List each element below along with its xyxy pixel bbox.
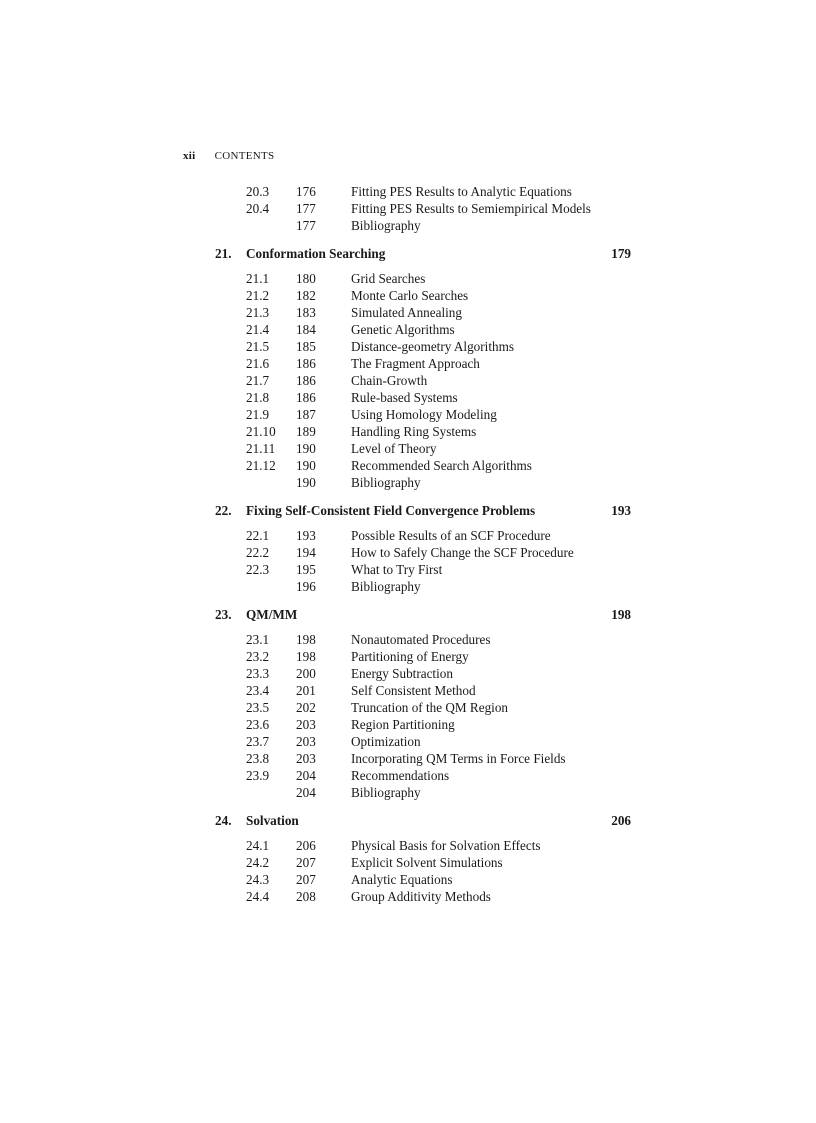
section-page: 203	[296, 751, 316, 766]
section-number: 21.1	[246, 271, 270, 286]
toc-section-entry	[215, 682, 635, 699]
section-line	[283, 648, 469, 665]
section-number: 21.8	[246, 390, 270, 405]
section-page: 207	[296, 855, 316, 870]
toc-section-entry	[215, 699, 635, 716]
section-number: 23.9	[246, 768, 270, 783]
section-number: 23.4	[246, 683, 270, 698]
section-line	[283, 183, 572, 200]
section-line	[283, 888, 491, 905]
section-line	[283, 200, 591, 217]
section-number: 24.4	[246, 889, 270, 904]
section-line	[283, 733, 421, 750]
section-page: 207	[296, 872, 316, 887]
section-page: 182	[296, 288, 316, 303]
chapter-number: 22.	[215, 503, 232, 518]
section-number: 21.7	[246, 373, 270, 388]
section-title: Handling Ring Systems	[351, 424, 477, 439]
section-number: 22.2	[246, 545, 270, 560]
toc-section-entry	[215, 871, 635, 888]
section-line	[283, 561, 443, 578]
toc-section-entry	[215, 767, 635, 784]
toc-section-entry	[215, 457, 635, 474]
section-line	[283, 423, 477, 440]
toc-section-entry	[215, 544, 635, 561]
chapter-title: Fixing Self-Consistent Field Convergence Problems	[246, 503, 536, 518]
section-page: 190	[296, 475, 316, 490]
section-page: 198	[296, 632, 316, 647]
chapter-page: 198	[611, 607, 631, 622]
section-page: 176	[296, 184, 316, 199]
section-page: 208	[296, 889, 316, 904]
section-line	[283, 871, 453, 888]
section-title: Bibliography	[351, 475, 421, 490]
section-page: 190	[296, 458, 316, 473]
section-page: 203	[296, 717, 316, 732]
section-title: Bibliography	[351, 579, 421, 594]
section-page: 194	[296, 545, 316, 560]
section-title: Partitioning of Energy	[351, 649, 469, 664]
toc-section-entry	[215, 750, 635, 767]
section-page: 177	[296, 201, 316, 216]
section-number: 20.3	[246, 184, 270, 199]
section-line	[283, 784, 421, 801]
section-line	[283, 304, 462, 321]
section-title: Energy Subtraction	[351, 666, 453, 681]
section-page: 184	[296, 322, 316, 337]
section-page: 190	[296, 441, 316, 456]
section-number: 23.2	[246, 649, 270, 664]
section-line	[283, 767, 450, 784]
toc-section-entry	[215, 423, 635, 440]
table-of-contents	[215, 183, 635, 911]
chapter-number: 21.	[215, 246, 232, 261]
section-title: Possible Results of an SCF Procedure	[351, 528, 551, 543]
section-page: 186	[296, 356, 316, 371]
section-title: Optimization	[351, 734, 421, 749]
chapter-page: 193	[611, 503, 631, 518]
toc-section-entry	[215, 183, 635, 200]
chapter-page: 206	[611, 813, 631, 828]
section-number: 23.5	[246, 700, 270, 715]
section-number: 21.5	[246, 339, 270, 354]
section-line	[283, 389, 458, 406]
section-number: 21.10	[246, 424, 276, 439]
section-page: 186	[296, 390, 316, 405]
section-page: 177	[296, 218, 316, 233]
section-title: Genetic Algorithms	[351, 322, 455, 337]
section-line	[283, 217, 421, 234]
section-line	[283, 372, 428, 389]
section-title: How to Safely Change the SCF Procedure	[351, 545, 574, 560]
toc-section-entry	[215, 200, 635, 217]
section-title: Recommendations	[351, 768, 450, 783]
section-page: 183	[296, 305, 316, 320]
section-title: What to Try First	[351, 562, 443, 577]
section-line	[283, 837, 541, 854]
chapter-title: QM/MM	[246, 607, 298, 622]
section-title: Simulated Annealing	[351, 305, 462, 320]
section-line	[283, 287, 469, 304]
section-number: 22.3	[246, 562, 270, 577]
section-line	[283, 665, 453, 682]
section-page: 196	[296, 579, 316, 594]
toc-section-entry	[215, 648, 635, 665]
section-page: 193	[296, 528, 316, 543]
section-page: 202	[296, 700, 316, 715]
section-line	[283, 474, 421, 491]
section-number: 23.8	[246, 751, 270, 766]
toc-section-entry	[215, 270, 635, 287]
section-title: Level of Theory	[351, 441, 437, 456]
section-title: Incorporating QM Terms in Force Fields	[351, 751, 566, 766]
section-title: Chain-Growth	[351, 373, 428, 388]
toc-section-entry	[215, 338, 635, 355]
section-line	[283, 682, 476, 699]
toc-section-entry	[215, 716, 635, 733]
section-title: Self Consistent Method	[351, 683, 476, 698]
section-number: 22.1	[246, 528, 270, 543]
section-title: Nonautomated Procedures	[351, 632, 491, 647]
chapter-number: 24.	[215, 813, 232, 828]
toc-section-entry	[215, 287, 635, 304]
section-number: 21.2	[246, 288, 270, 303]
running-header	[183, 150, 274, 162]
section-number: 21.3	[246, 305, 270, 320]
section-line	[283, 578, 421, 595]
section-number: 24.3	[246, 872, 270, 887]
toc-section-entry	[215, 527, 635, 544]
section-page: 180	[296, 271, 316, 286]
section-line	[283, 750, 566, 767]
toc-section-entry	[215, 321, 635, 338]
section-page: 195	[296, 562, 316, 577]
section-title: Physical Basis for Solvation Effects	[351, 838, 541, 853]
section-page: 201	[296, 683, 316, 698]
section-line	[283, 270, 426, 287]
toc-section-entry	[215, 406, 635, 423]
section-page: 185	[296, 339, 316, 354]
section-number: 24.1	[246, 838, 270, 853]
section-title: Bibliography	[351, 218, 421, 233]
section-title: Truncation of the QM Region	[351, 700, 509, 715]
section-page: 187	[296, 407, 316, 422]
toc-section-entry	[215, 561, 635, 578]
toc-section-entry	[215, 631, 635, 648]
section-title: Distance-geometry Algorithms	[351, 339, 514, 354]
section-line	[283, 527, 551, 544]
section-number: 21.9	[246, 407, 270, 422]
section-title: The Fragment Approach	[351, 356, 480, 371]
section-line	[283, 631, 491, 648]
section-page: 186	[296, 373, 316, 388]
chapter-heading	[215, 501, 635, 521]
toc-section-entry	[215, 784, 635, 801]
toc-section-entry	[215, 837, 635, 854]
chapter-page: 179	[611, 246, 631, 261]
section-page: 206	[296, 838, 316, 853]
section-page: 204	[296, 785, 316, 800]
section-page: 198	[296, 649, 316, 664]
chapter-heading	[215, 244, 635, 264]
section-line	[283, 338, 514, 355]
section-page: 189	[296, 424, 316, 439]
running-title: CONTENTS	[214, 150, 275, 162]
section-line	[283, 716, 455, 733]
toc-section-entry	[215, 888, 635, 905]
toc-section-entry	[215, 355, 635, 372]
section-page: 204	[296, 768, 316, 783]
chapter-title: Conformation Searching	[246, 246, 386, 261]
section-number: 20.4	[246, 201, 270, 216]
section-title: Recommended Search Algorithms	[351, 458, 532, 473]
toc-section-entry	[215, 733, 635, 750]
section-page: 200	[296, 666, 316, 681]
page-number: xii	[183, 150, 196, 162]
toc-section-entry	[215, 440, 635, 457]
section-title: Analytic Equations	[351, 872, 453, 887]
section-line	[283, 457, 532, 474]
section-number: 23.6	[246, 717, 270, 732]
section-title: Using Homology Modeling	[351, 407, 497, 422]
section-number: 23.1	[246, 632, 270, 647]
section-number: 21.12	[246, 458, 276, 473]
toc-section-entry	[215, 304, 635, 321]
section-line	[283, 699, 509, 716]
section-title: Group Additivity Methods	[351, 889, 491, 904]
section-page: 203	[296, 734, 316, 749]
section-number: 23.7	[246, 734, 270, 749]
chapter-title: Solvation	[246, 813, 299, 828]
section-line	[283, 321, 455, 338]
chapter-number: 23.	[215, 607, 232, 622]
section-line	[283, 355, 480, 372]
section-line	[283, 406, 497, 423]
section-line	[283, 544, 574, 561]
section-title: Rule-based Systems	[351, 390, 458, 405]
section-number: 21.6	[246, 356, 270, 371]
section-title: Bibliography	[351, 785, 421, 800]
section-number: 21.4	[246, 322, 270, 337]
toc-section-entry	[215, 372, 635, 389]
section-title: Monte Carlo Searches	[351, 288, 469, 303]
chapter-heading	[215, 811, 635, 831]
section-title: Grid Searches	[351, 271, 426, 286]
section-number: 21.11	[246, 441, 276, 456]
section-title: Explicit Solvent Simulations	[351, 855, 503, 870]
toc-section-entry	[215, 389, 635, 406]
section-title: Fitting PES Results to Semiempirical Models	[351, 201, 591, 216]
section-line	[283, 440, 437, 457]
section-title: Fitting PES Results to Analytic Equations	[351, 184, 572, 199]
toc-section-entry	[215, 665, 635, 682]
toc-section-entry	[215, 217, 635, 234]
section-number: 24.2	[246, 855, 270, 870]
section-line	[283, 854, 503, 871]
section-title: Region Partitioning	[351, 717, 455, 732]
chapter-heading	[215, 605, 635, 625]
toc-section-entry	[215, 578, 635, 595]
section-number: 23.3	[246, 666, 270, 681]
toc-section-entry	[215, 854, 635, 871]
toc-section-entry	[215, 474, 635, 491]
